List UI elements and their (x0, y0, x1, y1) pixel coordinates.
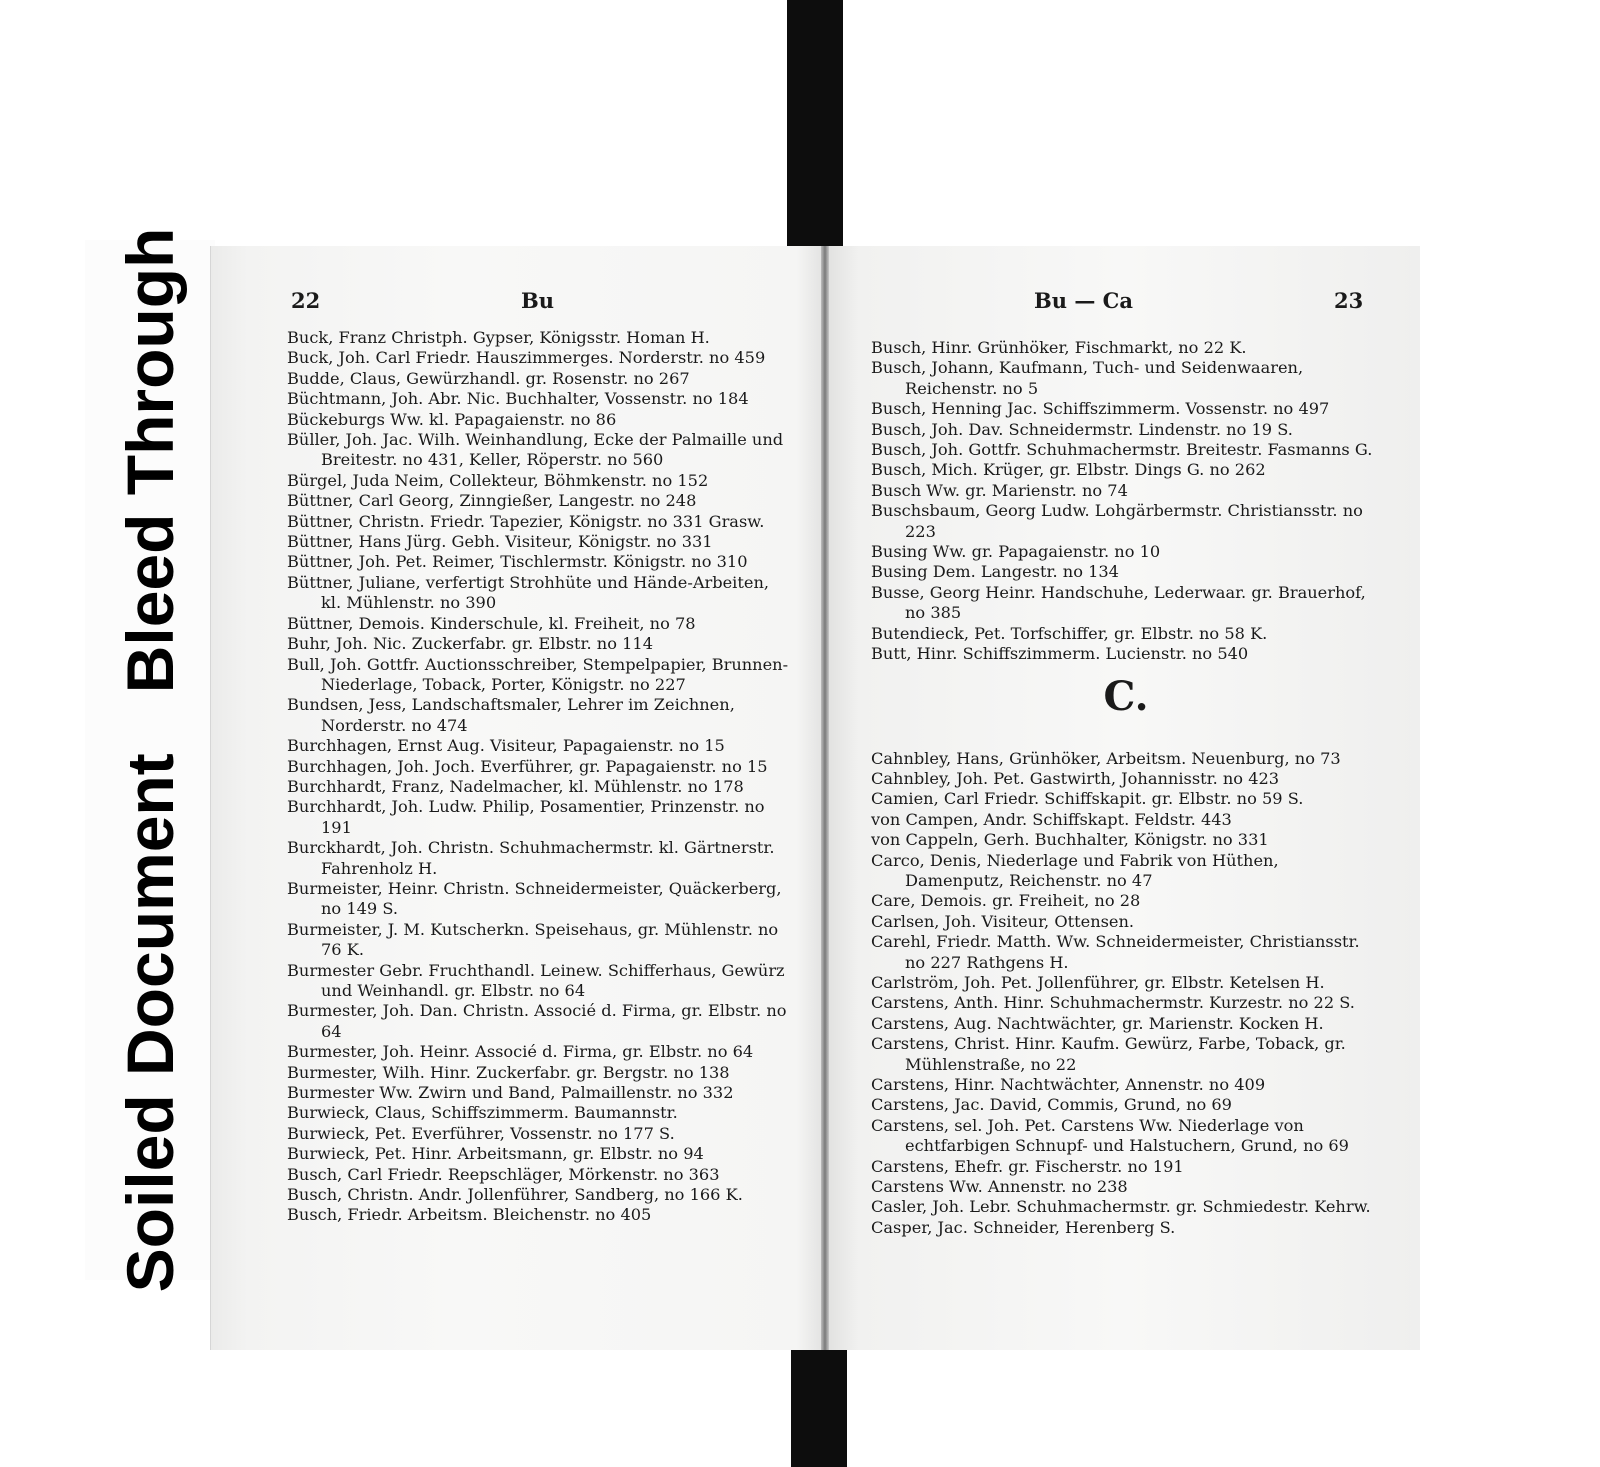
directory-entry: Busch, Hinr. Grünhöker, Fischmarkt, no 22 K. (871, 338, 1247, 357)
binding-strip-bottom (791, 1350, 847, 1467)
label-bleed-through: Bleed Through (113, 227, 187, 694)
directory-entry: Carlström, Joh. Pet. Jollenführer, gr. Elbstr. Ketelsen H. (871, 972, 1325, 992)
directory-entry: Büttner, Hans Jürg. Gebh. Visiteur, Königstr. no 331 (287, 532, 713, 552)
directory-entry: Burmester, Joh. Heinr. Associé d. Firma, gr. Elbstr. no 64 (287, 1042, 754, 1062)
right-page-bu-entries (871, 338, 1381, 665)
directory-entry: Burmester Gebr. Fruchthandl. Leinew. Schifferhaus, Gewürz und Weinhandl. gr. Elbstr. no 64 (287, 960, 785, 1000)
directory-entry: Carehl, Friedr. Matth. Ww. Schneidermeister, Christiansstr. no 227 Rathgens H. (871, 932, 1360, 972)
directory-entry: Busch Ww. gr. Marienstr. no 74 (871, 480, 1128, 500)
directory-entry: Carstens, Jac. David, Commis, Grund, no 69 (871, 1095, 1232, 1115)
directory-entry: Carstens, sel. Joh. Pet. Carstens Ww. Niederlage von echtfarbigen Schnupf- und Halstuchern, Grund, no 69 (871, 1115, 1349, 1156)
directory-entry: Bull, Joh. Gottfr. Auctionsschreiber, Stempelpapier, Brunnen-Niederlage, Toback, Porter, Königstr. no 227 (287, 654, 789, 694)
directory-entry: Büttner, Carl Georg, Zinngießer, Langestr. no 248 (287, 491, 697, 511)
directory-entry: Burckhardt, Joh. Christn. Schuhmachermstr. kl. Gärtnerstr. Fahrenholz H. (287, 838, 775, 878)
left-page-entries (287, 328, 792, 1226)
directory-entry: Burmeister, Heinr. Christn. Schneidermeister, Quäckerberg, no 149 S. (287, 878, 782, 919)
directory-entry: Burwieck, Pet. Hinr. Arbeitsmann, gr. Elbstr. no 94 (287, 1144, 704, 1164)
right-page (829, 246, 1420, 1350)
directory-entry: Büller, Joh. Jac. Wilh. Weinhandlung, Ecke der Palmaille und Breitestr. no 431, Keller, Röperstr. no 560 (287, 430, 784, 470)
directory-entry: Büttner, Christn. Friedr. Tapezier, Königstr. no 331 Grasw. (287, 511, 765, 531)
left-page (210, 246, 821, 1350)
directory-entry: Busch, Friedr. Arbeitsm. Bleichenstr. no 405 (287, 1205, 652, 1225)
directory-entry: Carco, Denis, Niederlage und Fabrik von Hüthen, Damenputz, Reichenstr. no 47 (871, 850, 1279, 890)
directory-entry: Burmester, Wilh. Hinr. Zuckerfabr. gr. Bergstr. no 138 (287, 1062, 730, 1082)
directory-entry: Carstens, Ehefr. gr. Fischerstr. no 191 (871, 1156, 1184, 1176)
directory-entry: Casler, Joh. Lebr. Schuhmachermstr. gr. Schmiedestr. Kehrw. (871, 1197, 1371, 1217)
side-label (85, 227, 215, 1293)
side-label-text (105, 227, 195, 1293)
directory-entry: Carstens, Hinr. Nachtwächter, Annenstr. no 409 (871, 1075, 1266, 1094)
left-page-number: 22 (291, 288, 321, 313)
directory-entry: Cahnbley, Joh. Pet. Gastwirth, Johannisstr. no 423 (871, 768, 1280, 788)
directory-entry: Buck, Joh. Carl Friedr. Hauszimmerges. Norderstr. no 459 (287, 348, 766, 368)
directory-entry: Carlsen, Joh. Visiteur, Ottensen. (871, 911, 1135, 931)
directory-entry: Buhr, Joh. Nic. Zuckerfabr. gr. Elbstr. no 114 (287, 634, 654, 654)
directory-entry: Busch, Christn. Andr. Jollenführer, Sandberg, no 166 K. (287, 1185, 743, 1205)
right-page-c-entries (871, 749, 1381, 1239)
right-page-number: 23 (1334, 288, 1364, 313)
left-page-heading: Bu (521, 288, 555, 313)
directory-entry: Bürgel, Juda Neim, Collekteur, Böhmkenstr. no 152 (287, 470, 709, 490)
right-page-entries (871, 338, 1381, 1238)
directory-entry: Carstens, Aug. Nachtwächter, gr. Marienstr. Kocken H. (871, 1013, 1324, 1033)
label-soiled-document: Soiled Document (113, 753, 187, 1293)
directory-entry: Carstens, Christ. Hinr. Kaufm. Gewürz, Farbe, Toback, gr. Mühlenstraße, no 22 (871, 1034, 1346, 1074)
right-page-heading: Bu — Ca (1034, 288, 1133, 313)
directory-entry: Busch, Joh. Dav. Schneidermstr. Lindenstr. no 19 S. (871, 419, 1293, 439)
directory-entry: Burchhagen, Joh. Joch. Everführer, gr. Papagaienstr. no 15 (287, 756, 768, 776)
directory-entry: Casper, Jac. Schneider, Herenberg S. (871, 1217, 1176, 1237)
directory-entry: Care, Demois. gr. Freiheit, no 28 (871, 891, 1141, 911)
directory-entry: Buschsbaum, Georg Ludw. Lohgärbermstr. Christiansstr. no 223 (871, 501, 1363, 541)
directory-entry: Carstens Ww. Annenstr. no 238 (871, 1177, 1128, 1197)
directory-entry: Camien, Carl Friedr. Schiffskapit. gr. Elbstr. no 59 S. (871, 789, 1304, 809)
directory-entry: Büttner, Joh. Pet. Reimer, Tischlermstr. Königstr. no 310 (287, 552, 748, 572)
directory-entry: Busch, Mich. Krüger, gr. Elbstr. Dings G. no 262 (871, 460, 1266, 480)
directory-entry: Burchhardt, Franz, Nadelmacher, kl. Mühlenstr. no 178 (287, 776, 744, 796)
directory-entry: Bückeburgs Ww. kl. Papagaienstr. no 86 (287, 409, 617, 429)
directory-entry: Burwieck, Claus, Schiffszimmerm. Baumannstr. (287, 1103, 678, 1123)
directory-entry: Büttner, Juliane, verfertigt Strohhüte und Hände-Arbeiten, kl. Mühlenstr. no 390 (287, 572, 770, 613)
directory-entry: Burmester Ww. Zwirn und Band, Palmaillenstr. no 332 (287, 1083, 734, 1103)
directory-entry: Burmester, Joh. Dan. Christn. Associé d. Firma, gr. Elbstr. no 64 (287, 1001, 787, 1041)
directory-entry: Busch, Johann, Kaufmann, Tuch- und Seidenwaaren, Reichenstr. no 5 (871, 358, 1304, 398)
page-gutter (821, 246, 829, 1350)
directory-entry: Busing Ww. gr. Papagaienstr. no 10 (871, 542, 1161, 562)
directory-entry: Busch, Carl Friedr. Reepschläger, Mörkenstr. no 363 (287, 1164, 720, 1184)
directory-entry: Busing Dem. Langestr. no 134 (871, 562, 1119, 582)
directory-entry: Büttner, Demois. Kinderschule, kl. Freiheit, no 78 (287, 613, 696, 633)
directory-entry: Cahnbley, Hans, Grünhöker, Arbeitsm. Neuenburg, no 73 (871, 748, 1341, 768)
directory-entry: von Campen, Andr. Schiffskapt. Feldstr. 443 (871, 809, 1232, 829)
directory-entry: Budde, Claus, Gewürzhandl. gr. Rosenstr. no 267 (287, 368, 690, 388)
directory-entry: Butendieck, Pet. Torfschiffer, gr. Elbstr. no 58 K. (871, 623, 1268, 643)
directory-entry: Buck, Franz Christph. Gypser, Königsstr. Homan H. (287, 328, 710, 347)
directory-entry: Bundsen, Jess, Landschaftsmaler, Lehrer im Zeichnen, Norderstr. no 474 (287, 695, 735, 735)
directory-entry: Busse, Georg Heinr. Handschuhe, Lederwaar. gr. Brauerhof, no 385 (871, 582, 1366, 623)
directory-entry: Büchtmann, Joh. Abr. Nic. Buchhalter, Vossenstr. no 184 (287, 389, 749, 409)
directory-entry: Busch, Henning Jac. Schiffszimmerm. Vossenstr. no 497 (871, 399, 1330, 419)
directory-entry: Burchhagen, Ernst Aug. Visiteur, Papagaienstr. no 15 (287, 736, 725, 756)
directory-entry: Carstens, Anth. Hinr. Schuhmachermstr. Kurzestr. no 22 S. (871, 993, 1355, 1013)
section-letter-c: C. (1103, 672, 1149, 720)
directory-entry: Busch, Joh. Gottfr. Schuhmachermstr. Breitestr. Fasmanns G. (871, 440, 1373, 460)
directory-entry: Butt, Hinr. Schiffszimmerm. Lucienstr. no 540 (871, 644, 1249, 664)
directory-entry: von Cappeln, Gerh. Buchhalter, Königstr. no 331 (871, 830, 1269, 850)
binding-strip-top (787, 0, 843, 246)
directory-entry: Burwieck, Pet. Everführer, Vossenstr. no 177 S. (287, 1123, 675, 1143)
directory-entry: Burmeister, J. M. Kutscherkn. Speisehaus, gr. Mühlenstr. no 76 K. (287, 919, 779, 960)
directory-entry: Burchhardt, Joh. Ludw. Philip, Posamentier, Prinzenstr. no 191 (287, 797, 765, 837)
